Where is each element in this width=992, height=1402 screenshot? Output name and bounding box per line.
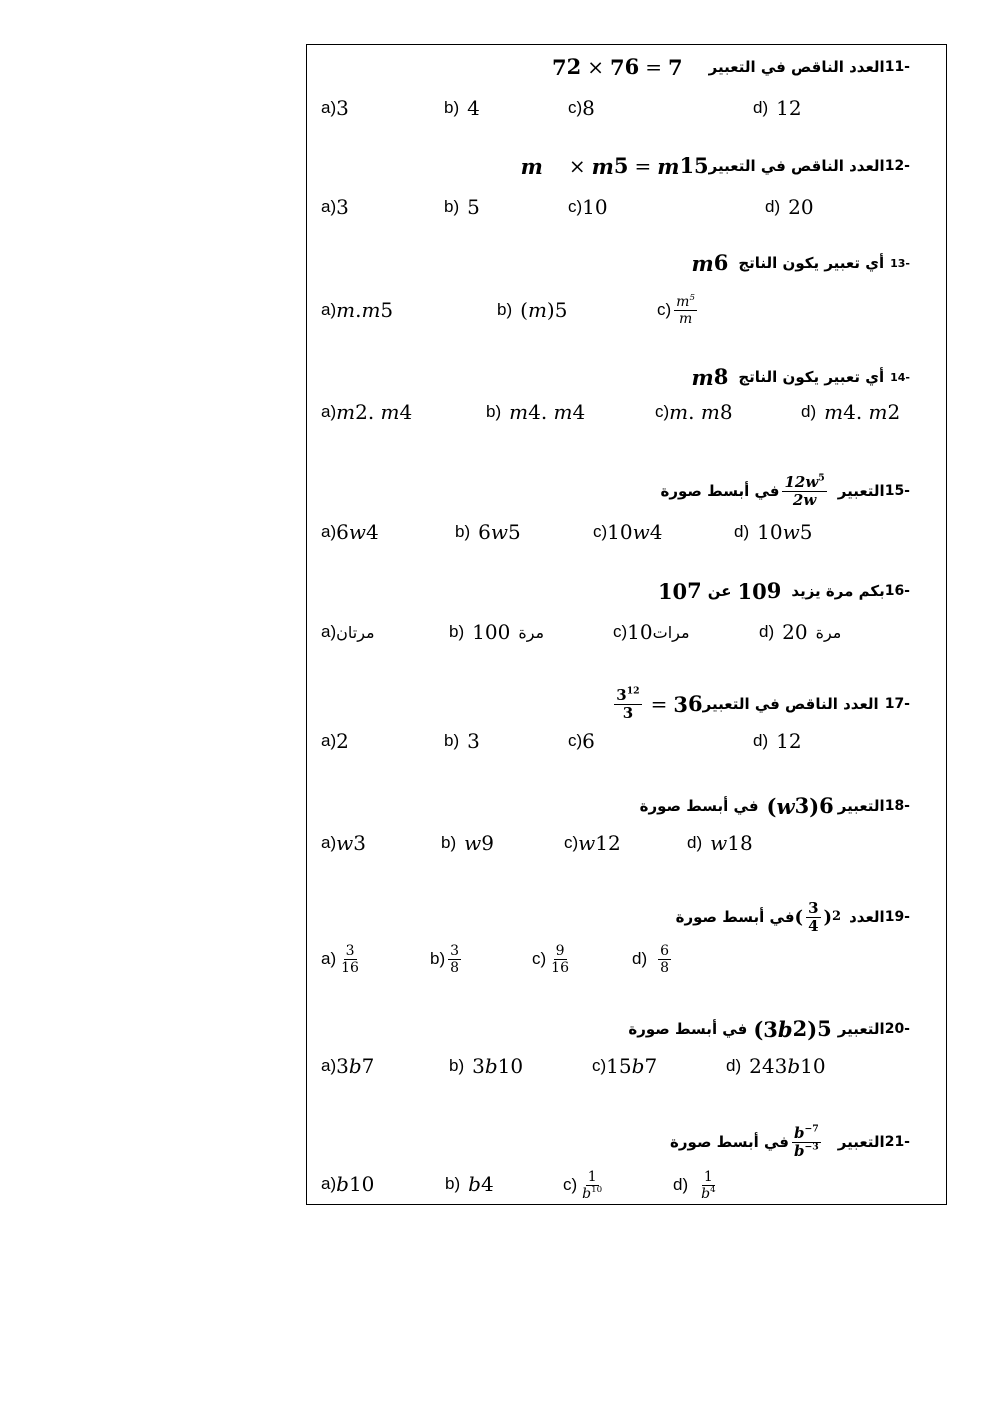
fraction-exp: 12 — [626, 684, 640, 696]
q20-option-a[interactable]: a) 3 b 7 — [321, 1054, 375, 1078]
option-var: w — [632, 520, 650, 544]
option-value: 10 — [582, 195, 608, 219]
option-value: 3 — [336, 1054, 349, 1078]
option-label: b) — [441, 833, 457, 852]
q13-base: m — [691, 250, 714, 276]
option-var: b — [787, 1054, 801, 1078]
q11-result: 7 — [668, 54, 683, 80]
fraction-denominator: b — [701, 1185, 711, 1202]
option-var: w — [464, 831, 482, 855]
option-exp: 5 — [689, 292, 695, 303]
times-sign: × — [568, 154, 586, 178]
q20-option-c[interactable]: c) 15 b 7 — [592, 1054, 658, 1078]
fraction-numerator: 1 — [587, 1168, 597, 1185]
fraction-numerator: 12w — [784, 472, 819, 491]
q20-option-d[interactable]: d) 243 b 10 — [726, 1054, 826, 1078]
fraction-numerator: 3 — [450, 942, 460, 959]
option-label: b) — [444, 197, 460, 216]
fraction-denominator: 16 — [341, 959, 359, 976]
option-value: 12 — [776, 96, 802, 120]
question-11-number: 11- — [884, 59, 910, 75]
q15-option-c[interactable]: c) 10 w 4 — [593, 520, 663, 544]
option-value: m — [336, 298, 356, 322]
option-label: c) — [593, 522, 608, 541]
option-label: d) — [753, 98, 769, 117]
q12-blank-base: m — [520, 153, 543, 179]
option-value: 5 — [467, 195, 480, 219]
option-value: m — [380, 400, 400, 424]
q14-option-b[interactable]: b) m 4 . m 4 — [486, 400, 586, 424]
question-12-text: العدد الناقص في التعبير — [708, 157, 885, 175]
option-label: d) — [632, 949, 648, 968]
option-label: b) — [449, 622, 465, 641]
q18-option-c[interactable]: c) w 12 — [564, 831, 621, 855]
q20-option-b[interactable]: b) 3 b 10 — [449, 1054, 524, 1078]
option-label: a) — [321, 731, 337, 750]
option-value: 3 — [472, 1054, 485, 1078]
option-label: a) — [321, 622, 337, 641]
fraction-numerator: m — [676, 293, 690, 310]
option-word: مرة — [518, 622, 545, 642]
option-value: 100 — [472, 620, 511, 644]
option-value: 3 — [467, 729, 480, 753]
option-var: b — [484, 1054, 498, 1078]
fraction-denominator: b — [793, 1141, 805, 1160]
question-19-text-before: العدد — [849, 908, 885, 926]
question-18-number: 18- — [884, 798, 910, 814]
option-label: d) — [759, 622, 775, 641]
question-15-line — [661, 469, 910, 513]
fraction-numerator: 6 — [660, 942, 670, 959]
q20-coef: 3 — [763, 1016, 778, 1042]
fraction-denominator: 3 — [622, 703, 634, 722]
fraction-exp: 5 — [818, 471, 825, 483]
q12-option-a[interactable] — [321, 190, 349, 224]
q15-option-a[interactable]: a) 6 w 4 — [321, 520, 379, 544]
question-20-number: 20- — [884, 1021, 910, 1037]
option-label: c) — [568, 197, 583, 216]
question-sheet — [306, 44, 947, 1205]
option-label: b) — [444, 731, 460, 750]
q19-option-d[interactable] — [632, 937, 674, 981]
fraction-denominator: 2w — [792, 490, 817, 509]
q12-base-b: m — [591, 153, 614, 179]
option-value: 10 — [627, 620, 653, 644]
option-value: 6 — [336, 520, 349, 544]
option-label: a) — [321, 949, 337, 968]
option-label: d) — [673, 1175, 689, 1194]
q17-option-c[interactable] — [568, 724, 595, 758]
option-label: b) — [449, 1056, 465, 1075]
q11-option-d[interactable] — [753, 91, 802, 125]
q21-option-a[interactable]: a) b 10 — [321, 1172, 375, 1196]
question-13-text: أي تعبير يكون الناتج — [738, 254, 885, 272]
option-label: b) — [455, 522, 471, 541]
question-15-text-after: في أبسط صورة — [660, 482, 780, 500]
q13-option-c[interactable] — [657, 289, 700, 331]
fraction-denominator: m — [678, 310, 693, 327]
q17-option-a[interactable] — [321, 724, 349, 758]
q15-option-b[interactable]: b) 6 w 5 — [455, 520, 521, 544]
question-17-number: 17- — [884, 696, 910, 712]
option-fraction — [674, 292, 697, 327]
question-20-line: في أبسط صورة ( 3 b 2 ) 5 التعبير 20- — [628, 1016, 910, 1042]
option-word: مرة — [815, 622, 842, 642]
fraction-exp: −7 — [804, 1122, 819, 1134]
option-label: b) — [444, 98, 460, 117]
question-14-text: أي تعبير يكون الناتج — [738, 368, 885, 386]
equals-sign: = — [634, 154, 652, 178]
option-value: m — [824, 400, 844, 424]
option-label: a) — [321, 300, 337, 319]
option-value: m — [527, 298, 547, 322]
option-value: 10 — [607, 520, 633, 544]
option-label: a) — [321, 402, 337, 421]
option-label: a) — [321, 1174, 337, 1193]
option-value: 4 — [467, 96, 480, 120]
option-var: b — [336, 1172, 349, 1196]
option-exp: 10 — [591, 1184, 603, 1195]
fraction-denominator: 16 — [551, 959, 569, 976]
fraction-numerator: 3 — [345, 942, 355, 959]
q13-option-a[interactable]: a) m . m 5 — [321, 298, 394, 322]
option-label: c) — [568, 98, 583, 117]
q18-base: w — [776, 793, 795, 819]
q21-option-d[interactable] — [673, 1163, 721, 1207]
times-sign: × — [587, 55, 605, 79]
question-19-text-after: في أبسط صورة — [675, 908, 795, 926]
option-value: 20 — [782, 620, 808, 644]
q12-base-c: m — [657, 153, 680, 179]
q11-option-b[interactable] — [444, 91, 480, 125]
q14-option-c[interactable]: c) m . m 8 — [655, 400, 733, 424]
option-var: w — [710, 831, 728, 855]
q16-option-a[interactable] — [321, 615, 375, 649]
question-12-line: m × m 5 = m 15 العدد الناقص في التعبير 12- — [520, 153, 910, 179]
question-15-text-before: التعبير — [837, 482, 885, 500]
question-21-text-before: التعبير — [837, 1133, 885, 1151]
question-11-line: 7 2 × 7 6 = 7 العدد الناقص في التعبير 11- — [552, 54, 910, 80]
q19-fraction — [806, 898, 820, 935]
q19-option-b[interactable] — [430, 937, 464, 981]
option-label: c) — [564, 833, 579, 852]
q18-option-b[interactable]: b) w 9 — [441, 831, 494, 855]
option-exp: 4 — [710, 1184, 716, 1195]
fraction-denominator: 4 — [808, 916, 819, 935]
option-var: w — [490, 520, 508, 544]
option-label: d) — [726, 1056, 742, 1075]
option-label: d) — [765, 197, 781, 216]
option-var: w — [782, 520, 800, 544]
question-16-text-mid: عن — [707, 582, 732, 600]
q18-option-d[interactable]: d) w 18 — [687, 831, 753, 855]
option-value: 20 — [788, 195, 814, 219]
option-value: 3 — [336, 195, 349, 219]
option-label: b) — [430, 949, 446, 968]
question-20-text-after: في أبسط صورة — [628, 1020, 748, 1038]
option-label: c) — [532, 949, 547, 968]
q16-option-c[interactable] — [613, 615, 690, 649]
q11-base-b: 7 — [610, 54, 625, 80]
q21-fraction — [792, 1122, 821, 1160]
q17-option-d[interactable] — [753, 724, 802, 758]
fraction-exp: −3 — [804, 1140, 819, 1152]
q11-base-a: 7 — [552, 54, 567, 80]
option-value: 15 — [606, 1054, 632, 1078]
question-16-line: 10 7 عن 10 9 بكم مرة يزيد 16- — [657, 578, 910, 604]
option-var: b — [468, 1172, 481, 1196]
option-value: 243 — [749, 1054, 788, 1078]
question-13-number: 13- — [890, 256, 910, 270]
question-14-number: 14- — [890, 370, 910, 384]
q21-option-b[interactable]: b) b 4 — [445, 1172, 494, 1196]
option-var: w — [348, 520, 366, 544]
question-18-text-before: التعبير — [837, 797, 885, 815]
option-value: 6 — [582, 729, 595, 753]
q14-option-d[interactable]: d) m 4 . m 2 — [801, 400, 901, 424]
q17-option-b[interactable] — [444, 724, 480, 758]
option-value: m — [361, 298, 381, 322]
option-var: w — [578, 831, 596, 855]
option-word: مرات — [652, 622, 690, 642]
question-16-number: 16- — [884, 583, 910, 599]
option-var: b — [348, 1054, 362, 1078]
q11-option-a[interactable] — [321, 91, 349, 125]
question-21-line — [670, 1119, 910, 1165]
option-value: m — [669, 400, 689, 424]
option-value: 10 — [757, 520, 783, 544]
q17-fraction — [614, 684, 641, 722]
q11-option-c[interactable] — [568, 91, 595, 125]
question-20-text-before: التعبير — [837, 1020, 885, 1038]
q20-base: b — [777, 1016, 793, 1042]
option-value: مرتان — [336, 622, 375, 642]
question-18-line: في أبسط صورة ( w 3 ) 6 التعبير 18- — [639, 793, 910, 819]
option-label: c) — [657, 300, 672, 319]
equals-sign: = — [645, 55, 663, 79]
option-label: d) — [687, 833, 703, 852]
option-value: m — [509, 400, 529, 424]
option-label: d) — [753, 731, 769, 750]
option-value: m — [700, 400, 720, 424]
fraction-numerator: 3 — [616, 685, 627, 704]
option-label: b) — [486, 402, 502, 421]
fraction-numerator: 3 — [808, 898, 819, 917]
q16-option-b[interactable] — [449, 615, 544, 649]
fraction-numerator: b — [793, 1123, 805, 1142]
option-label: c) — [655, 402, 670, 421]
option-label: b) — [445, 1174, 461, 1193]
option-label: b) — [497, 300, 513, 319]
option-value: 6 — [478, 520, 491, 544]
option-label: c) — [568, 731, 583, 750]
option-label: a) — [321, 1056, 337, 1075]
fraction-numerator: 1 — [703, 1168, 713, 1185]
q16-base-b: 10 — [657, 578, 688, 604]
fraction-numerator: 9 — [555, 942, 565, 959]
option-label: d) — [734, 522, 750, 541]
q14-base: m — [691, 364, 714, 390]
question-19-line: في أبسط صورة ( $\frac{3}{4}$ ) 2 العدد 19- — [675, 898, 910, 935]
fraction-denominator: 8 — [660, 959, 670, 976]
option-value: 8 — [582, 96, 595, 120]
question-18-text-after: في أبسط صورة — [639, 797, 759, 815]
q18-option-a[interactable]: a) w 3 — [321, 831, 366, 855]
q13-option-b[interactable]: b) ( m ) 5 — [497, 298, 568, 322]
question-15-number: 15- — [884, 483, 910, 499]
question-13-line: m 6 أي تعبير يكون الناتج 13- — [691, 250, 910, 276]
equals-sign: = — [650, 692, 668, 716]
option-label: a) — [321, 197, 337, 216]
q12-option-b[interactable] — [444, 190, 480, 224]
option-label: a) — [321, 98, 337, 117]
question-12-number: 12- — [884, 158, 910, 174]
question-21-number: 21- — [884, 1134, 910, 1150]
option-value: 3 — [336, 96, 349, 120]
option-var: b — [631, 1054, 645, 1078]
option-label: c) — [613, 622, 628, 641]
question-11-text: العدد الناقص في التعبير — [708, 58, 885, 76]
q19-option-c[interactable] — [532, 937, 574, 981]
q16-option-d[interactable] — [759, 615, 841, 649]
q19-option-a[interactable] — [321, 937, 364, 981]
option-value: 2 — [336, 729, 349, 753]
fraction-denominator: b — [582, 1185, 592, 1202]
option-label: c) — [563, 1175, 578, 1194]
q21-option-c[interactable] — [563, 1163, 607, 1207]
q15-option-d[interactable]: d) 10 w 5 — [734, 520, 813, 544]
option-value: 12 — [776, 729, 802, 753]
q12-option-c[interactable] — [568, 190, 608, 224]
q14-option-a[interactable]: a) m 2 . m 4 — [321, 400, 413, 424]
question-21-text-after: في أبسط صورة — [670, 1133, 789, 1151]
option-value: m — [868, 400, 888, 424]
question-17-line: $\frac{3^{12}}{3}$ = 3 6 العدد الناقص في التعبير 17- — [616, 684, 910, 722]
q15-fraction — [782, 471, 826, 509]
option-label: a) — [321, 522, 337, 541]
question-16-text: بكم مرة يزيد — [791, 582, 885, 600]
fraction-denominator: 8 — [450, 959, 460, 976]
option-var: w — [336, 831, 354, 855]
question-19-number: 19- — [884, 909, 910, 925]
option-label: a) — [321, 833, 337, 852]
option-label: d) — [801, 402, 817, 421]
option-label: c) — [592, 1056, 607, 1075]
question-17-text: العدد الناقص في التعبير — [702, 695, 879, 713]
option-value: m — [336, 400, 356, 424]
option-value: m — [553, 400, 573, 424]
q16-base-a: 10 — [737, 578, 767, 604]
q17-rhs: 3 — [673, 691, 689, 717]
question-14-line: m 8 أي تعبير يكون الناتج 14- — [691, 364, 910, 390]
q12-option-d[interactable] — [765, 190, 814, 224]
